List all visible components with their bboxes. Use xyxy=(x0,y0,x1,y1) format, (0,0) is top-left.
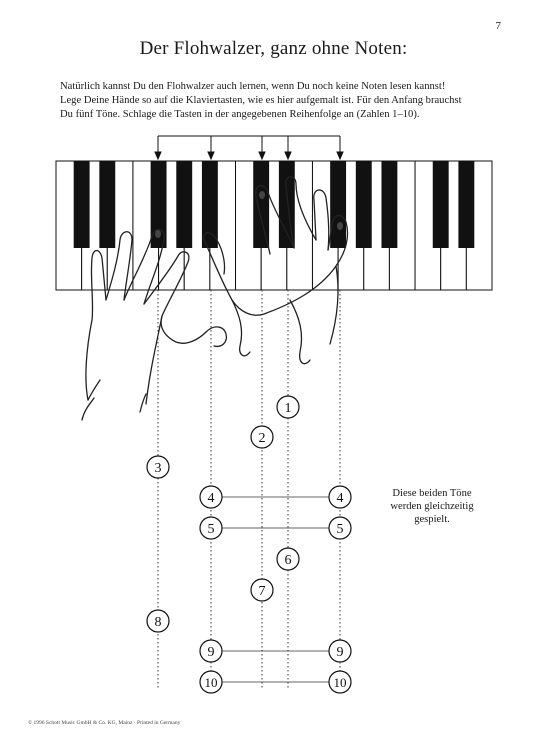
black-key xyxy=(74,161,90,248)
black-key xyxy=(381,161,397,248)
step-10-right-label: 10 xyxy=(333,675,347,690)
step-9-right-label: 9 xyxy=(336,645,344,660)
step-1-label: 1 xyxy=(284,401,292,416)
intro-line: Natürlich kannst Du den Flohwalzer auch lernen, wenn Du noch keine Noten lesen kannst! xyxy=(60,81,446,92)
step-1-marker xyxy=(277,396,299,418)
step-markers xyxy=(147,396,351,693)
step-2-label: 2 xyxy=(258,431,266,446)
black-key xyxy=(253,161,269,248)
step-5-left-label: 5 xyxy=(207,522,215,537)
black-key xyxy=(330,161,346,248)
simultaneous-note xyxy=(367,487,497,526)
step-4-left-marker xyxy=(200,486,222,508)
step-5-right-label: 5 xyxy=(336,522,344,537)
note-line: Diese beiden Töne xyxy=(392,488,472,499)
page-title: Der Flohwalzer, ganz ohne Noten: xyxy=(139,38,408,59)
black-key xyxy=(433,161,449,248)
step-7-label: 7 xyxy=(258,584,266,599)
intro-line: Du fünf Töne. Schlage die Tasten in der angegebenen Reihenfolge an (Zahlen 1–10). xyxy=(60,109,420,120)
guide-lines xyxy=(158,290,340,690)
step-6-marker xyxy=(277,548,299,570)
step-3-label: 3 xyxy=(154,461,162,476)
note-line: werden gleichzeitig xyxy=(390,501,474,512)
black-key xyxy=(99,161,115,248)
step-4-left-label: 4 xyxy=(207,491,215,506)
step-5-right-marker xyxy=(329,517,351,539)
step-4-right-marker xyxy=(329,486,351,508)
step-7-marker xyxy=(251,579,273,601)
step-2-marker xyxy=(251,426,273,448)
black-key xyxy=(356,161,372,248)
intro-line: Lege Deine Hände so auf die Klaviertasten, wie es hier aufgemalt ist. Für den Anfang brauchst xyxy=(60,95,462,106)
step-9-left-marker xyxy=(200,640,222,662)
step-5-left-marker xyxy=(200,517,222,539)
step-10-right-marker xyxy=(329,671,351,693)
step-4-right-label: 4 xyxy=(336,491,344,506)
step-9-left-label: 9 xyxy=(207,645,215,660)
black-key xyxy=(176,161,192,248)
copyright: © 1996 Schott Music GmbH & Co. KG, Mainz · Printed in Germany xyxy=(28,720,181,726)
step-6-label: 6 xyxy=(284,553,292,568)
piano-keyboard xyxy=(56,161,492,290)
step-9-right-marker xyxy=(329,640,351,662)
step-10-left-marker xyxy=(200,671,222,693)
step-3-marker xyxy=(147,456,169,478)
simultaneous-connectors xyxy=(222,497,329,682)
step-8-marker xyxy=(147,610,169,632)
step-10-left-label: 10 xyxy=(204,675,218,690)
black-key xyxy=(458,161,474,248)
note-line: gespielt. xyxy=(414,514,450,525)
page-number: 7 xyxy=(495,20,501,32)
step-8-label: 8 xyxy=(154,615,162,630)
key-pointer-arrows xyxy=(155,136,343,159)
